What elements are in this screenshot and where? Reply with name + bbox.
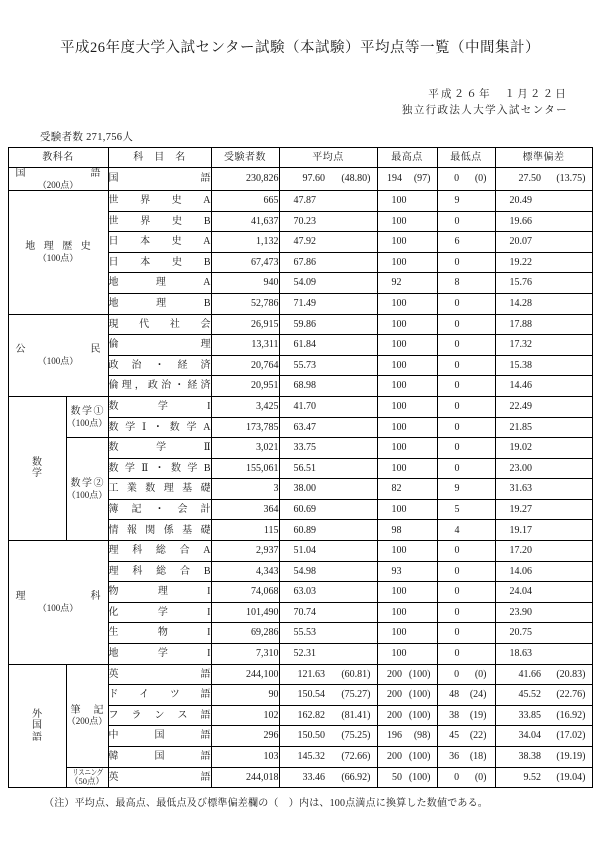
average-cell: 68.98: [279, 376, 377, 397]
table-row: [8, 438, 592, 459]
average-cell: 55.73: [279, 355, 377, 376]
count-cell: 13,311: [211, 335, 279, 356]
subject-subgroup-cell: [66, 767, 108, 788]
max-cell: 200 (100): [377, 685, 437, 706]
sd-cell: 33.85 (16.92): [495, 705, 592, 726]
count-cell: 20,764: [211, 355, 279, 376]
sd-cell: 17.88: [495, 314, 592, 335]
sd-cell: 34.04 (17.02): [495, 726, 592, 747]
max-cell: 100: [377, 211, 437, 232]
count-cell: 1,132: [211, 232, 279, 253]
count-cell: 940: [211, 273, 279, 294]
table-row: [8, 396, 592, 417]
sd-cell: 17.32: [495, 335, 592, 356]
max-cell: 100: [377, 582, 437, 603]
group-label-char: 外: [32, 709, 42, 721]
table-row: [8, 767, 592, 788]
subject-name-cell: 日 本 史 B: [108, 252, 211, 273]
group-label-char: 数: [32, 457, 42, 469]
average-cell: 70.74: [279, 602, 377, 623]
max-cell: 200 (100): [377, 705, 437, 726]
sd-cell: 15.76: [495, 273, 592, 294]
subject-subgroup-cell: [66, 664, 108, 767]
group-points: （200点）: [37, 179, 79, 190]
count-cell: 102: [211, 705, 279, 726]
average-cell: 97.60 (48.80): [279, 168, 377, 191]
count-cell: 67,473: [211, 252, 279, 273]
subject-subgroup-cell: [66, 396, 108, 437]
count-cell: 364: [211, 499, 279, 520]
subject-name-cell: 物 理 I: [108, 582, 211, 603]
max-cell: 100: [377, 417, 437, 438]
max-cell: 200 (100): [377, 664, 437, 685]
max-cell: 100: [377, 438, 437, 459]
score-summary-table: [8, 147, 593, 789]
sd-cell: 22.49: [495, 396, 592, 417]
subject-group-cell: [8, 664, 66, 788]
average-cell: 150.54 (75.27): [279, 685, 377, 706]
count-cell: 26,915: [211, 314, 279, 335]
sd-cell: 19.17: [495, 520, 592, 541]
average-cell: 47.92: [279, 232, 377, 253]
sd-cell: 14.46: [495, 376, 592, 397]
count-cell: 3,425: [211, 396, 279, 417]
min-cell: 0: [437, 644, 495, 665]
subject-name-cell: 英 語: [108, 767, 211, 788]
max-cell: 100: [377, 252, 437, 273]
count-cell: 115: [211, 520, 279, 541]
subject-group-cell: [8, 314, 108, 396]
table-row: [8, 664, 592, 685]
max-cell: 93: [377, 561, 437, 582]
count-cell: 101,490: [211, 602, 279, 623]
sd-cell: 41.66 (20.83): [495, 664, 592, 685]
subgroup-points: （100点）: [66, 489, 108, 500]
header-min: 最低点: [437, 147, 495, 168]
table-header-row: [8, 147, 592, 168]
min-cell: 45 (22): [437, 726, 495, 747]
header-subject: 科 目 名: [108, 147, 211, 168]
count-cell: 155,061: [211, 458, 279, 479]
min-cell: 38 (19): [437, 705, 495, 726]
group-points: （100点）: [37, 602, 79, 613]
sd-cell: 45.52 (22.76): [495, 685, 592, 706]
subgroup-points: （100点）: [66, 417, 108, 428]
average-cell: 41.70: [279, 396, 377, 417]
min-cell: 0: [437, 541, 495, 562]
table-row: [8, 314, 592, 335]
max-cell: 50 (100): [377, 767, 437, 788]
max-cell: 100: [377, 376, 437, 397]
subject-name-cell: 日 本 史 A: [108, 232, 211, 253]
max-cell: 98: [377, 520, 437, 541]
average-cell: 33.75: [279, 438, 377, 459]
max-cell: 194 (97): [377, 168, 437, 191]
sd-cell: 20.49: [495, 190, 592, 211]
subject-name-cell: 国 語: [108, 168, 211, 191]
header-count: 受験者数: [211, 147, 279, 168]
subject-name-cell: 簿 記 ・ 会 計: [108, 499, 211, 520]
count-cell: 3,021: [211, 438, 279, 459]
count-cell: 90: [211, 685, 279, 706]
sd-cell: 23.90: [495, 602, 592, 623]
document-meta: [0, 87, 600, 120]
count-cell: 74,068: [211, 582, 279, 603]
subject-name-cell: 情 報 関 係 基 礎: [108, 520, 211, 541]
subject-subgroup-cell: [66, 438, 108, 541]
count-cell: 7,310: [211, 644, 279, 665]
group-label-char: 語: [32, 731, 42, 743]
group-label: 国 語: [15, 168, 101, 180]
table-row: [8, 190, 592, 211]
table-footnote: （注）平均点、最高点、最低点及び標準偏差欄の（ ）内は、100点満点に換算した数値である。: [44, 798, 488, 810]
group-label: 理 科: [15, 591, 101, 603]
min-cell: 8: [437, 273, 495, 294]
group-label: 地 理 歴 史: [25, 241, 94, 253]
average-cell: 54.98: [279, 561, 377, 582]
subject-name-cell: ド イ ツ 語: [108, 685, 211, 706]
sd-cell: 19.02: [495, 438, 592, 459]
max-cell: 100: [377, 335, 437, 356]
max-cell: 100: [377, 232, 437, 253]
subject-name-cell: 中 国 語: [108, 726, 211, 747]
average-cell: 47.87: [279, 190, 377, 211]
table-body: [8, 168, 592, 788]
group-label-char: 国: [32, 720, 42, 732]
min-cell: 48 (24): [437, 685, 495, 706]
min-cell: 36 (18): [437, 747, 495, 768]
max-cell: 100: [377, 293, 437, 314]
average-cell: 59.86: [279, 314, 377, 335]
subject-name-cell: フ ラ ン ス 語: [108, 705, 211, 726]
subgroup-label: 筆 記: [70, 704, 105, 716]
sd-cell: 17.20: [495, 541, 592, 562]
subject-name-cell: 工 業 数 理 基 礎: [108, 479, 211, 500]
max-cell: 200 (100): [377, 747, 437, 768]
subject-name-cell: 世 界 史 A: [108, 190, 211, 211]
average-cell: 54.09: [279, 273, 377, 294]
count-cell: 69,286: [211, 623, 279, 644]
subject-name-cell: 現 代 社 会: [108, 314, 211, 335]
max-cell: 196 (98): [377, 726, 437, 747]
sd-cell: 18.63: [495, 644, 592, 665]
max-cell: 100: [377, 602, 437, 623]
count-cell: 173,785: [211, 417, 279, 438]
min-cell: 0: [437, 458, 495, 479]
sd-cell: 20.07: [495, 232, 592, 253]
max-cell: 100: [377, 623, 437, 644]
subject-name-cell: 数学Ⅰ・数学A: [108, 417, 211, 438]
sd-cell: 20.75: [495, 623, 592, 644]
min-cell: 6: [437, 232, 495, 253]
header-sd: 標準偏差: [495, 147, 592, 168]
count-cell: 244,018: [211, 767, 279, 788]
count-cell: 103: [211, 747, 279, 768]
subgroup-label: リスニング: [71, 767, 103, 777]
min-cell: 0: [437, 623, 495, 644]
max-cell: 92: [377, 273, 437, 294]
subject-name-cell: 倫 理: [108, 335, 211, 356]
subject-name-cell: 世 界 史 B: [108, 211, 211, 232]
min-cell: 9: [437, 190, 495, 211]
sd-cell: 14.28: [495, 293, 592, 314]
min-cell: 0: [437, 396, 495, 417]
group-points: （100点）: [37, 252, 79, 263]
average-cell: 55.53: [279, 623, 377, 644]
subject-name-cell: 理 科 総 合 B: [108, 561, 211, 582]
min-cell: 0 (0): [437, 664, 495, 685]
subject-name-cell: 数 学 Ⅱ: [108, 438, 211, 459]
average-cell: 71.49: [279, 293, 377, 314]
max-cell: 100: [377, 458, 437, 479]
max-cell: 100: [377, 644, 437, 665]
min-cell: 0: [437, 252, 495, 273]
subgroup-points: （50点）: [69, 776, 104, 787]
count-cell: 52,786: [211, 293, 279, 314]
average-cell: 162.82 (81.41): [279, 705, 377, 726]
count-cell: 230,826: [211, 168, 279, 191]
min-cell: 0: [437, 602, 495, 623]
average-cell: 70.23: [279, 211, 377, 232]
subject-name-cell: 数学Ⅱ・数学B: [108, 458, 211, 479]
sd-cell: 19.27: [495, 499, 592, 520]
min-cell: 0: [437, 335, 495, 356]
min-cell: 0 (0): [437, 168, 495, 191]
count-cell: 296: [211, 726, 279, 747]
min-cell: 0: [437, 376, 495, 397]
min-cell: 0: [437, 293, 495, 314]
average-cell: 52.31: [279, 644, 377, 665]
subject-name-cell: 政 治 ・ 経 済: [108, 355, 211, 376]
average-cell: 61.84: [279, 335, 377, 356]
header-kyoka: 教科名: [8, 147, 108, 168]
total-examinees: 受験者数 271,756人: [40, 131, 134, 143]
subject-name-cell: 化 学 I: [108, 602, 211, 623]
subject-name-cell: 地 理 B: [108, 293, 211, 314]
min-cell: 0: [437, 438, 495, 459]
max-cell: 82: [377, 479, 437, 500]
subject-name-cell: 地 学 I: [108, 644, 211, 665]
max-cell: 100: [377, 355, 437, 376]
average-cell: 63.47: [279, 417, 377, 438]
table-row: [8, 168, 592, 191]
subject-group-cell: [8, 541, 108, 665]
max-cell: 100: [377, 190, 437, 211]
max-cell: 100: [377, 396, 437, 417]
subject-name-cell: 理 科 総 合 A: [108, 541, 211, 562]
header-max: 最高点: [377, 147, 437, 168]
subgroup-label: 数学①: [70, 406, 105, 418]
min-cell: 5: [437, 499, 495, 520]
average-cell: 121.63 (60.81): [279, 664, 377, 685]
average-cell: 33.46 (66.92): [279, 767, 377, 788]
max-cell: 100: [377, 541, 437, 562]
sd-cell: 24.04: [495, 582, 592, 603]
count-cell: 41,637: [211, 211, 279, 232]
average-cell: 38.00: [279, 479, 377, 500]
min-cell: 9: [437, 479, 495, 500]
subject-name-cell: 英 語: [108, 664, 211, 685]
min-cell: 0: [437, 314, 495, 335]
subject-group-cell: [8, 396, 66, 540]
sd-cell: 14.06: [495, 561, 592, 582]
table-row: [8, 541, 592, 562]
group-label: 公 民: [15, 344, 101, 356]
average-cell: 150.50 (75.25): [279, 726, 377, 747]
min-cell: 0: [437, 355, 495, 376]
subject-group-cell: [8, 168, 108, 191]
min-cell: 0 (0): [437, 767, 495, 788]
count-cell: 665: [211, 190, 279, 211]
subject-name-cell: 生 物 I: [108, 623, 211, 644]
sd-cell: 15.38: [495, 355, 592, 376]
subject-name-cell: 数 学 I: [108, 396, 211, 417]
count-cell: 4,343: [211, 561, 279, 582]
issue-date: 平成２６年 １月２２日: [428, 89, 568, 100]
average-cell: 60.69: [279, 499, 377, 520]
subject-name-cell: 地 理 A: [108, 273, 211, 294]
subgroup-label: 数学②: [70, 478, 105, 490]
subgroup-points: （200点）: [66, 716, 108, 727]
header-average: 平均点: [279, 147, 377, 168]
count-cell: 20,951: [211, 376, 279, 397]
sd-cell: 23.00: [495, 458, 592, 479]
count-cell: 3: [211, 479, 279, 500]
sd-cell: 38.38 (19.19): [495, 747, 592, 768]
subject-name-cell: 倫理，政治・経済: [108, 376, 211, 397]
average-cell: 60.89: [279, 520, 377, 541]
page-title: 平成26年度大学入試センター試験（本試験）平均点等一覧（中間集計）: [60, 40, 540, 56]
subject-name-cell: 韓 国 語: [108, 747, 211, 768]
min-cell: 0: [437, 561, 495, 582]
count-cell: 244,100: [211, 664, 279, 685]
group-points: （100点）: [37, 355, 79, 366]
max-cell: 100: [377, 314, 437, 335]
subject-group-cell: [8, 190, 108, 314]
sd-cell: 31.63: [495, 479, 592, 500]
average-cell: 56.51: [279, 458, 377, 479]
min-cell: 0: [437, 211, 495, 232]
average-cell: 63.03: [279, 582, 377, 603]
average-cell: 51.04: [279, 541, 377, 562]
count-cell: 2,937: [211, 541, 279, 562]
sd-cell: 9.52 (19.04): [495, 767, 592, 788]
sd-cell: 27.50 (13.75): [495, 168, 592, 191]
issuer-name: 独立行政法人大学入試センター: [401, 105, 568, 117]
min-cell: 4: [437, 520, 495, 541]
max-cell: 100: [377, 499, 437, 520]
min-cell: 0: [437, 582, 495, 603]
sd-cell: 19.66: [495, 211, 592, 232]
sd-cell: 21.85: [495, 417, 592, 438]
sd-cell: 19.22: [495, 252, 592, 273]
average-cell: 145.32 (72.66): [279, 747, 377, 768]
min-cell: 0: [437, 417, 495, 438]
average-cell: 67.86: [279, 252, 377, 273]
group-label-char: 学: [32, 468, 42, 480]
